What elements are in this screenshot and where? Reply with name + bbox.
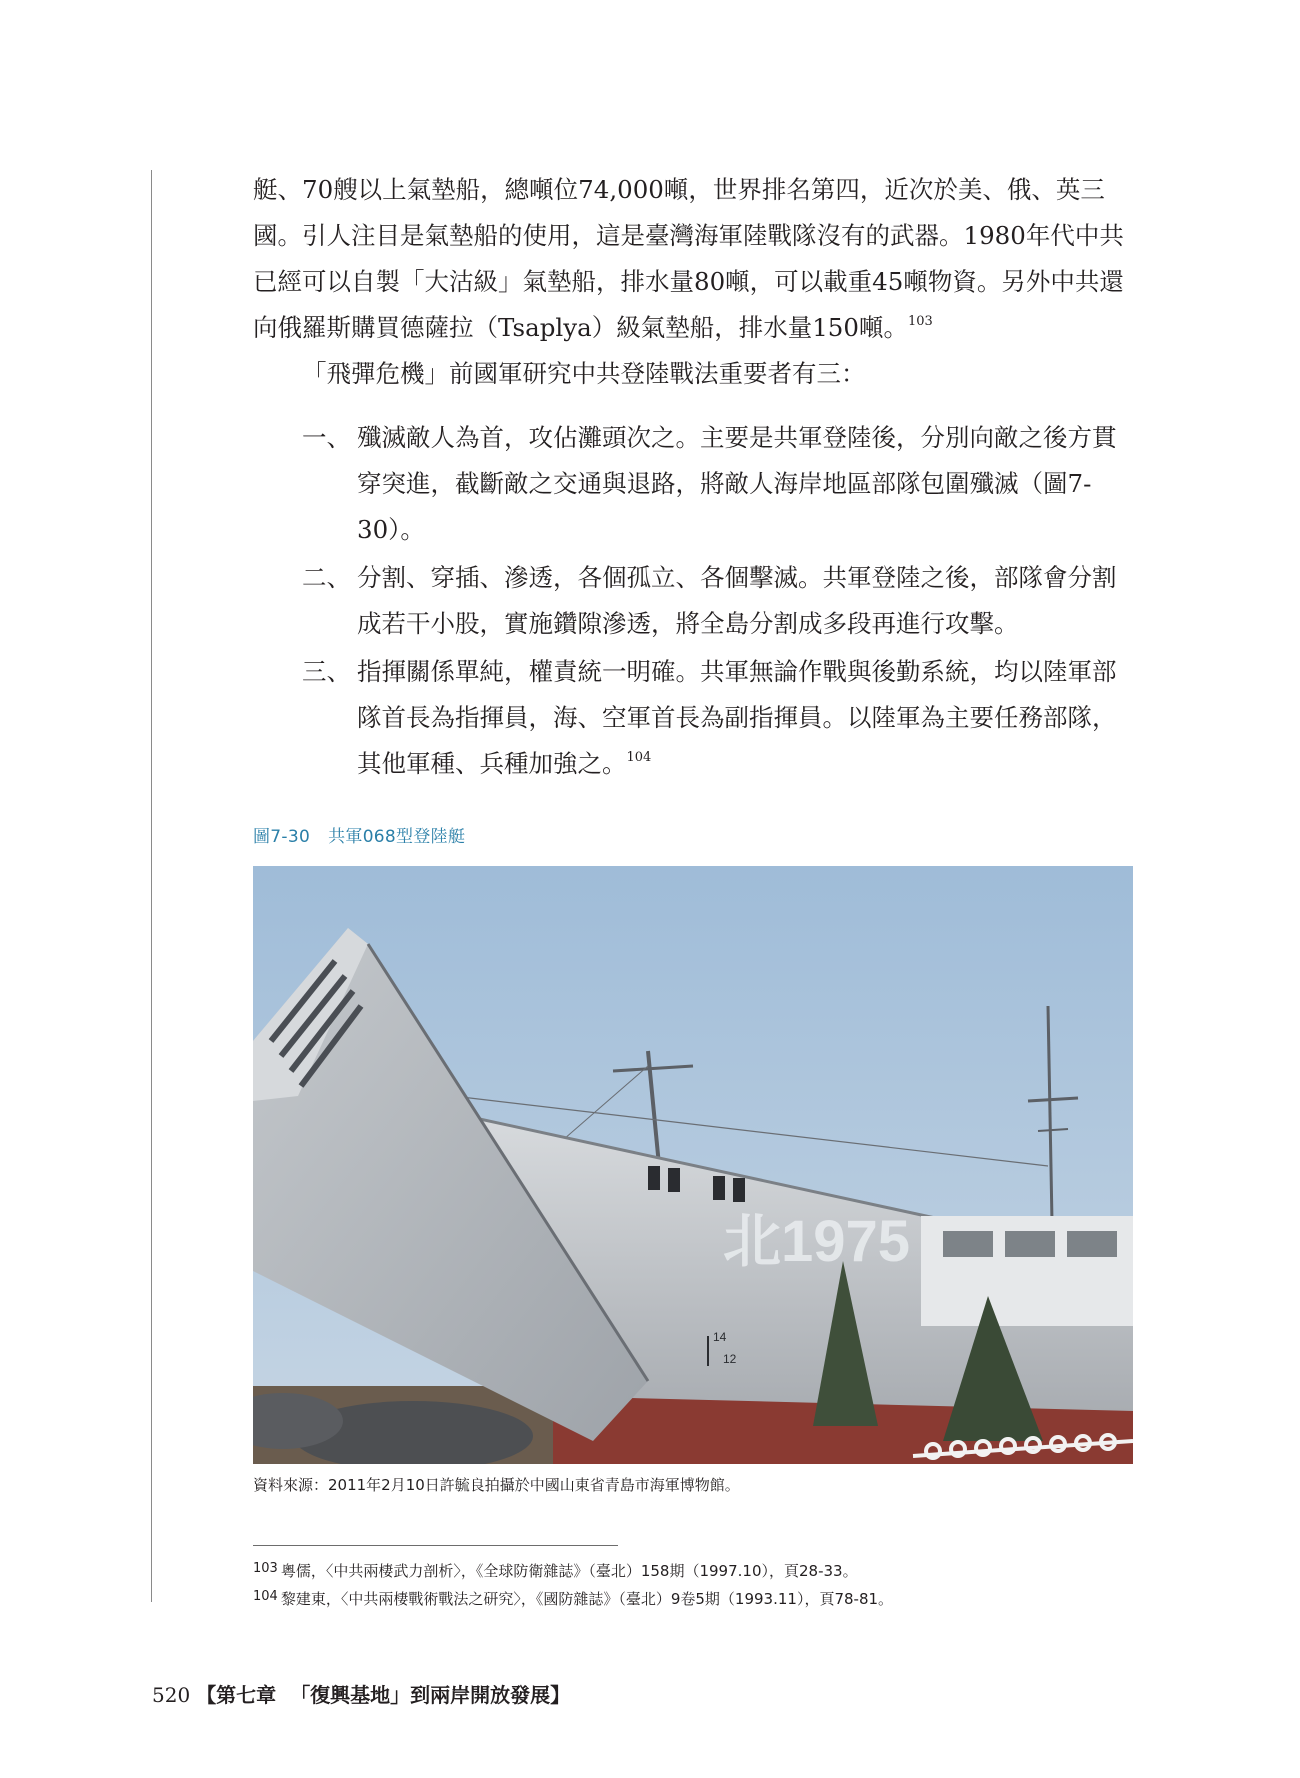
list-item-text: 分割、穿插、滲透，各個孤立、各個擊滅。共軍登陸之後，部隊會分割成若干小股，實施鑽隙滲透，將全島分割成多段再進行攻擊。 bbox=[357, 563, 1117, 638]
paragraph-1: 艇、70艘以上氣墊船，總噸位74,000噸，世界排名第四，近次於美、俄、英三國。引人注目是氣墊船的使用，這是臺灣海軍陸戰隊沒有的武器。1980年代中共已經可以自製「大沽級」氣墊船，排水量80噸，可以載重45噸物資。另外中共還向俄羅斯購買德薩拉（Tsaplya）級氣墊船，排水量150噸。$^{103}$ bbox=[253, 175, 1124, 342]
footnote-103 bbox=[253, 1556, 1153, 1584]
figure-caption bbox=[253, 822, 465, 847]
footnote-104 bbox=[253, 1584, 1153, 1612]
list-item bbox=[253, 649, 1133, 787]
tactics-list bbox=[253, 415, 1133, 787]
margin-rule bbox=[151, 170, 152, 1602]
footnote-ref-103[interactable]: 103 bbox=[907, 314, 933, 329]
list-item-number: 三、 bbox=[302, 657, 351, 686]
landing-craft-photo bbox=[253, 866, 1133, 1464]
chapter-title: 「復興基地」到兩岸開放發展】 bbox=[290, 1683, 571, 1707]
chapter-label: 【第七章 bbox=[196, 1683, 277, 1707]
figure-number: 圖7-30 bbox=[253, 827, 311, 847]
footnote-text: 黎建東，〈中共兩棲戰術戰法之研究〉，《國防雜誌》（臺北）9卷5期（1993.11），頁78-81。 bbox=[280, 1590, 894, 1608]
running-footer bbox=[152, 1679, 570, 1708]
list-item-text: 指揮關係單純，權責統一明確。共軍無論作戰與後勤系統，均以陸軍部隊首長為指揮員，海、空軍首長為副指揮員。以陸軍為主要任務部隊，其他軍種、兵種加強之。$^{104}$ bbox=[357, 657, 1117, 778]
body-text bbox=[253, 167, 1133, 789]
landing-craft-illustration bbox=[253, 866, 1133, 1464]
figure-title: 共軍068型登陸艇 bbox=[328, 827, 466, 847]
footnote-text: 粵儒，〈中共兩棲武力剖析〉，《全球防衛雜誌》（臺北）158期（1997.10），頁28-33。 bbox=[280, 1562, 858, 1580]
photo-source: 資料來源：2011年2月10日許毓良拍攝於中國山東省青島市海軍博物館。 bbox=[253, 1476, 740, 1494]
list-item-number: 二、 bbox=[302, 563, 351, 592]
footnote-ref-104[interactable]: 104 bbox=[626, 750, 652, 765]
list-item bbox=[253, 415, 1133, 553]
footnote-number: 104 bbox=[253, 1589, 278, 1604]
list-item bbox=[253, 555, 1133, 647]
hull-marking: 北1975 bbox=[723, 1209, 911, 1274]
footnote-rule bbox=[253, 1545, 618, 1546]
paragraph-2: 「飛彈危機」前國軍研究中共登陸戰法重要者有三： bbox=[302, 359, 866, 388]
footnote-number: 103 bbox=[253, 1561, 278, 1576]
draft-mark-upper: 14 bbox=[713, 1330, 727, 1344]
draft-mark-lower: 12 bbox=[723, 1352, 737, 1366]
list-item-text: 殲滅敵人為首，攻佔灘頭次之。主要是共軍登陸後，分別向敵之後方貫穿突進，截斷敵之交通與退路，將敵人海岸地區部隊包圍殲滅（圖7-30）。 bbox=[357, 423, 1117, 544]
footnotes bbox=[253, 1556, 1153, 1612]
list-item-number: 一、 bbox=[302, 423, 351, 452]
page-number: 520 bbox=[152, 1683, 191, 1707]
